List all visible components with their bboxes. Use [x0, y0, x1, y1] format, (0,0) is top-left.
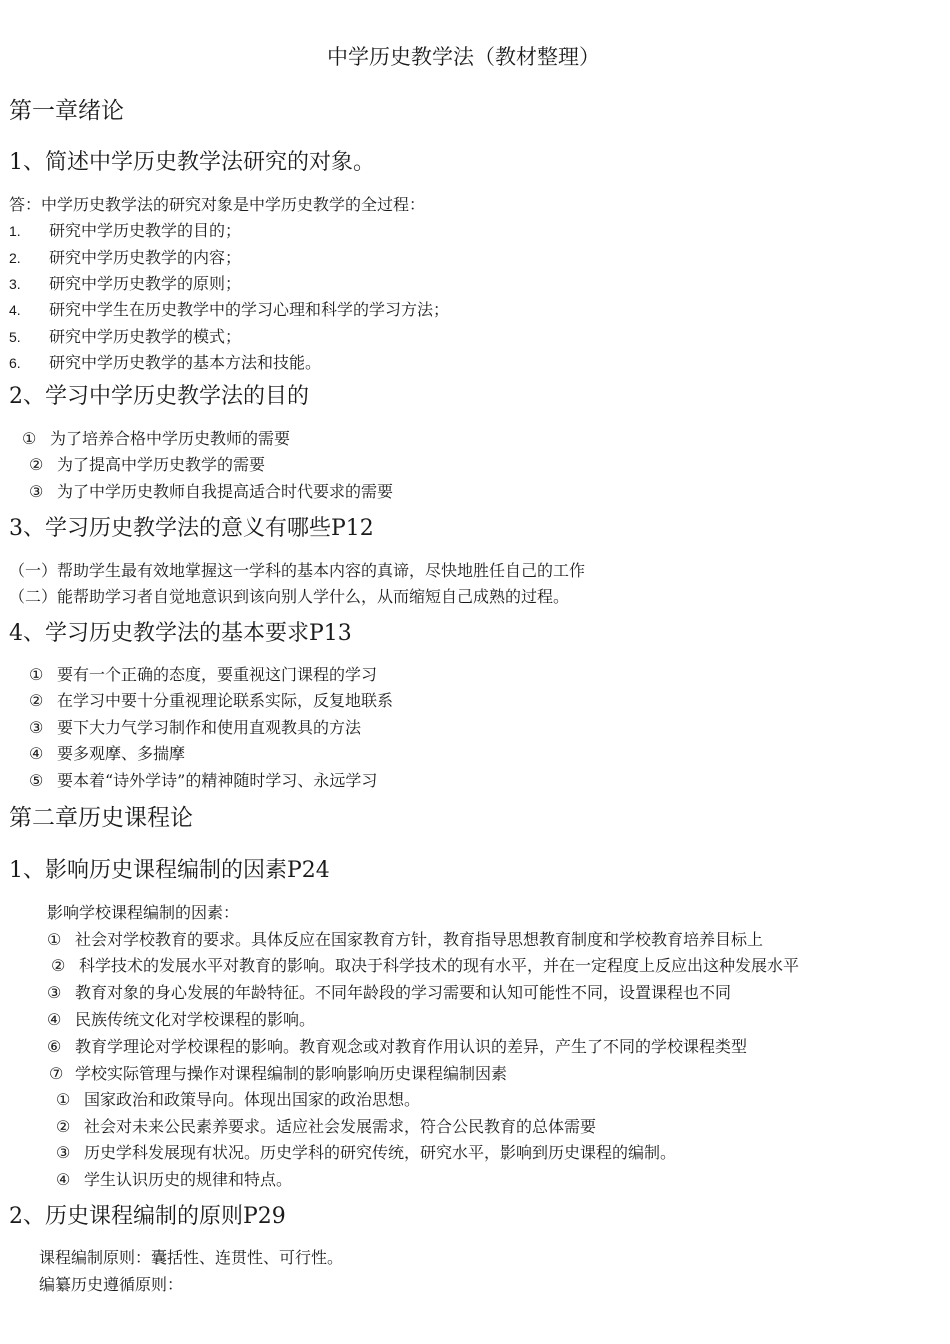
item-number: 3. [9, 276, 21, 292]
list-item [29, 773, 377, 789]
item-text: 为了培养合格中学历史教师的需要 [50, 429, 291, 448]
item-number: ③ [47, 983, 62, 1002]
list-item [47, 1012, 315, 1028]
ch2-q2-heading: 2、历史课程编制的原则P29 [9, 1204, 286, 1229]
item-text: 历史学科发展现有状况。历史学科的研究传统，研究水平，影响到历史课程的编制。 [84, 1143, 677, 1162]
item-number: 6. [9, 355, 21, 371]
item-number: ② [56, 1117, 71, 1136]
ch2-q1-heading: 1、影响历史课程编制的因素P24 [9, 858, 330, 883]
item-text: 要本着“诗外学诗”的精神随时学习、永远学习 [57, 771, 378, 790]
item-number: ② [29, 691, 44, 710]
item-text: 社会对学校教育的要求。具体反应在国家教育方针，教育指导思想教育制度和学校教育培养目标上 [75, 930, 764, 949]
item-number: ① [47, 930, 62, 949]
item-text: 研究中学历史教学的原则； [49, 274, 242, 293]
ch1-q1-answer: 答：中学历史教学法的研究对象是中学历史教学的全过程： [9, 195, 426, 214]
item-number: ③ [29, 482, 44, 501]
item-text: 研究中学历史教学的模式； [49, 327, 242, 346]
item-number: ⑦ [49, 1064, 64, 1083]
list-item [9, 276, 241, 292]
item-number: ⑥ [47, 1037, 62, 1056]
chapter-1-title: 第一章绪论 [9, 98, 124, 124]
item-text: 社会对未来公民素养要求。适应社会发展需求，符合公民教育的总体需要 [84, 1117, 597, 1136]
item-text: 民族传统文化对学校课程的影响。 [75, 1010, 316, 1029]
list-item [29, 720, 361, 736]
list-item [56, 1172, 292, 1188]
item-text: 科学技术的发展水平对教育的影响。取决于科学技术的现有水平，并在一定程度上反应出这种发展水平 [79, 956, 800, 975]
item-number: 1. [9, 223, 21, 239]
item-number: ② [29, 455, 44, 474]
item-number: ④ [47, 1010, 62, 1029]
item-number: 4. [9, 302, 21, 318]
item-number: ① [22, 429, 37, 448]
item-number: ③ [29, 718, 44, 737]
list-item [9, 355, 321, 371]
list-item [29, 457, 265, 473]
item-text: 学校实际管理与操作对课程编制的影响影响历史课程编制因素 [75, 1064, 508, 1083]
ch1-q3-heading: 3、学习历史教学法的意义有哪些P12 [9, 516, 374, 541]
item-number: ⑤ [29, 771, 44, 790]
ch2-q2-line: 编纂历史遵循原则： [39, 1275, 184, 1294]
item-text: 学生认识历史的规律和特点。 [84, 1170, 293, 1189]
item-text: 教育对象的身心发展的年龄特征。不同年龄段的学习需要和认知可能性不同，设置课程也不同 [75, 983, 732, 1002]
item-number: ② [51, 956, 66, 975]
ch1-q2-heading: 2、学习中学历史教学法的目的 [9, 384, 309, 409]
item-number: 5. [9, 329, 21, 345]
item-text: 研究中学历史教学的基本方法和技能。 [49, 353, 322, 372]
item-text: 国家政治和政策导向。体现出国家的政治思想。 [84, 1090, 421, 1109]
document-title: 中学历史教学法（教材整理） [327, 45, 600, 69]
ch1-q4-heading: 4、学习历史教学法的基本要求P13 [9, 621, 352, 646]
list-item [9, 223, 241, 239]
list-item [56, 1145, 676, 1161]
list-item: （二）能帮助学习者自觉地意识到该向别人学什么，从而缩短自己成熟的过程。 [9, 587, 570, 606]
list-item [29, 746, 185, 762]
list-item [29, 667, 377, 683]
item-number: 2. [9, 250, 21, 266]
list-item [9, 329, 241, 345]
item-text: 教育学理论对学校课程的影响。教育观念或对教育作用认识的差异，产生了不同的学校课程类型 [75, 1037, 748, 1056]
item-text: 要下大力气学习制作和使用直观教具的方法 [57, 718, 362, 737]
list-item [29, 693, 393, 709]
item-text: 为了中学历史教师自我提高适合时代要求的需要 [57, 482, 394, 501]
ch2-q2-line: 课程编制原则：囊括性、连贯性、可行性。 [39, 1248, 344, 1267]
chapter-2-title: 第二章历史课程论 [9, 805, 193, 831]
list-item [47, 1039, 747, 1055]
list-item [56, 1119, 596, 1135]
item-text: 研究中学历史教学的内容； [49, 248, 242, 267]
item-number: ④ [56, 1170, 71, 1189]
list-item [9, 302, 449, 318]
item-number: ① [56, 1090, 71, 1109]
item-text: 为了提高中学历史教学的需要 [57, 455, 266, 474]
list-item [49, 1066, 507, 1082]
list-item [29, 484, 393, 500]
list-item [22, 431, 290, 447]
ch2-q1-intro: 影响学校课程编制的因素： [47, 903, 240, 922]
ch1-q1-heading: 1、简述中学历史教学法研究的对象。 [9, 150, 375, 175]
list-item [9, 250, 241, 266]
item-number: ④ [29, 744, 44, 763]
list-item [47, 932, 763, 948]
list-item [56, 1092, 420, 1108]
list-item: （一）帮助学生最有效地掌握这一学科的基本内容的真谛，尽快地胜任自己的工作 [9, 561, 586, 580]
item-number: ① [29, 665, 44, 684]
item-text: 要多观摩、多揣摩 [57, 744, 186, 763]
item-text: 在学习中要十分重视理论联系实际，反复地联系 [57, 691, 394, 710]
item-text: 研究中学生在历史教学中的学习心理和科学的学习方法； [49, 300, 450, 319]
list-item [51, 958, 799, 974]
item-text: 要有一个正确的态度，要重视这门课程的学习 [57, 665, 378, 684]
item-number: ③ [56, 1143, 71, 1162]
list-item [47, 985, 731, 1001]
item-text: 研究中学历史教学的目的； [49, 221, 242, 240]
